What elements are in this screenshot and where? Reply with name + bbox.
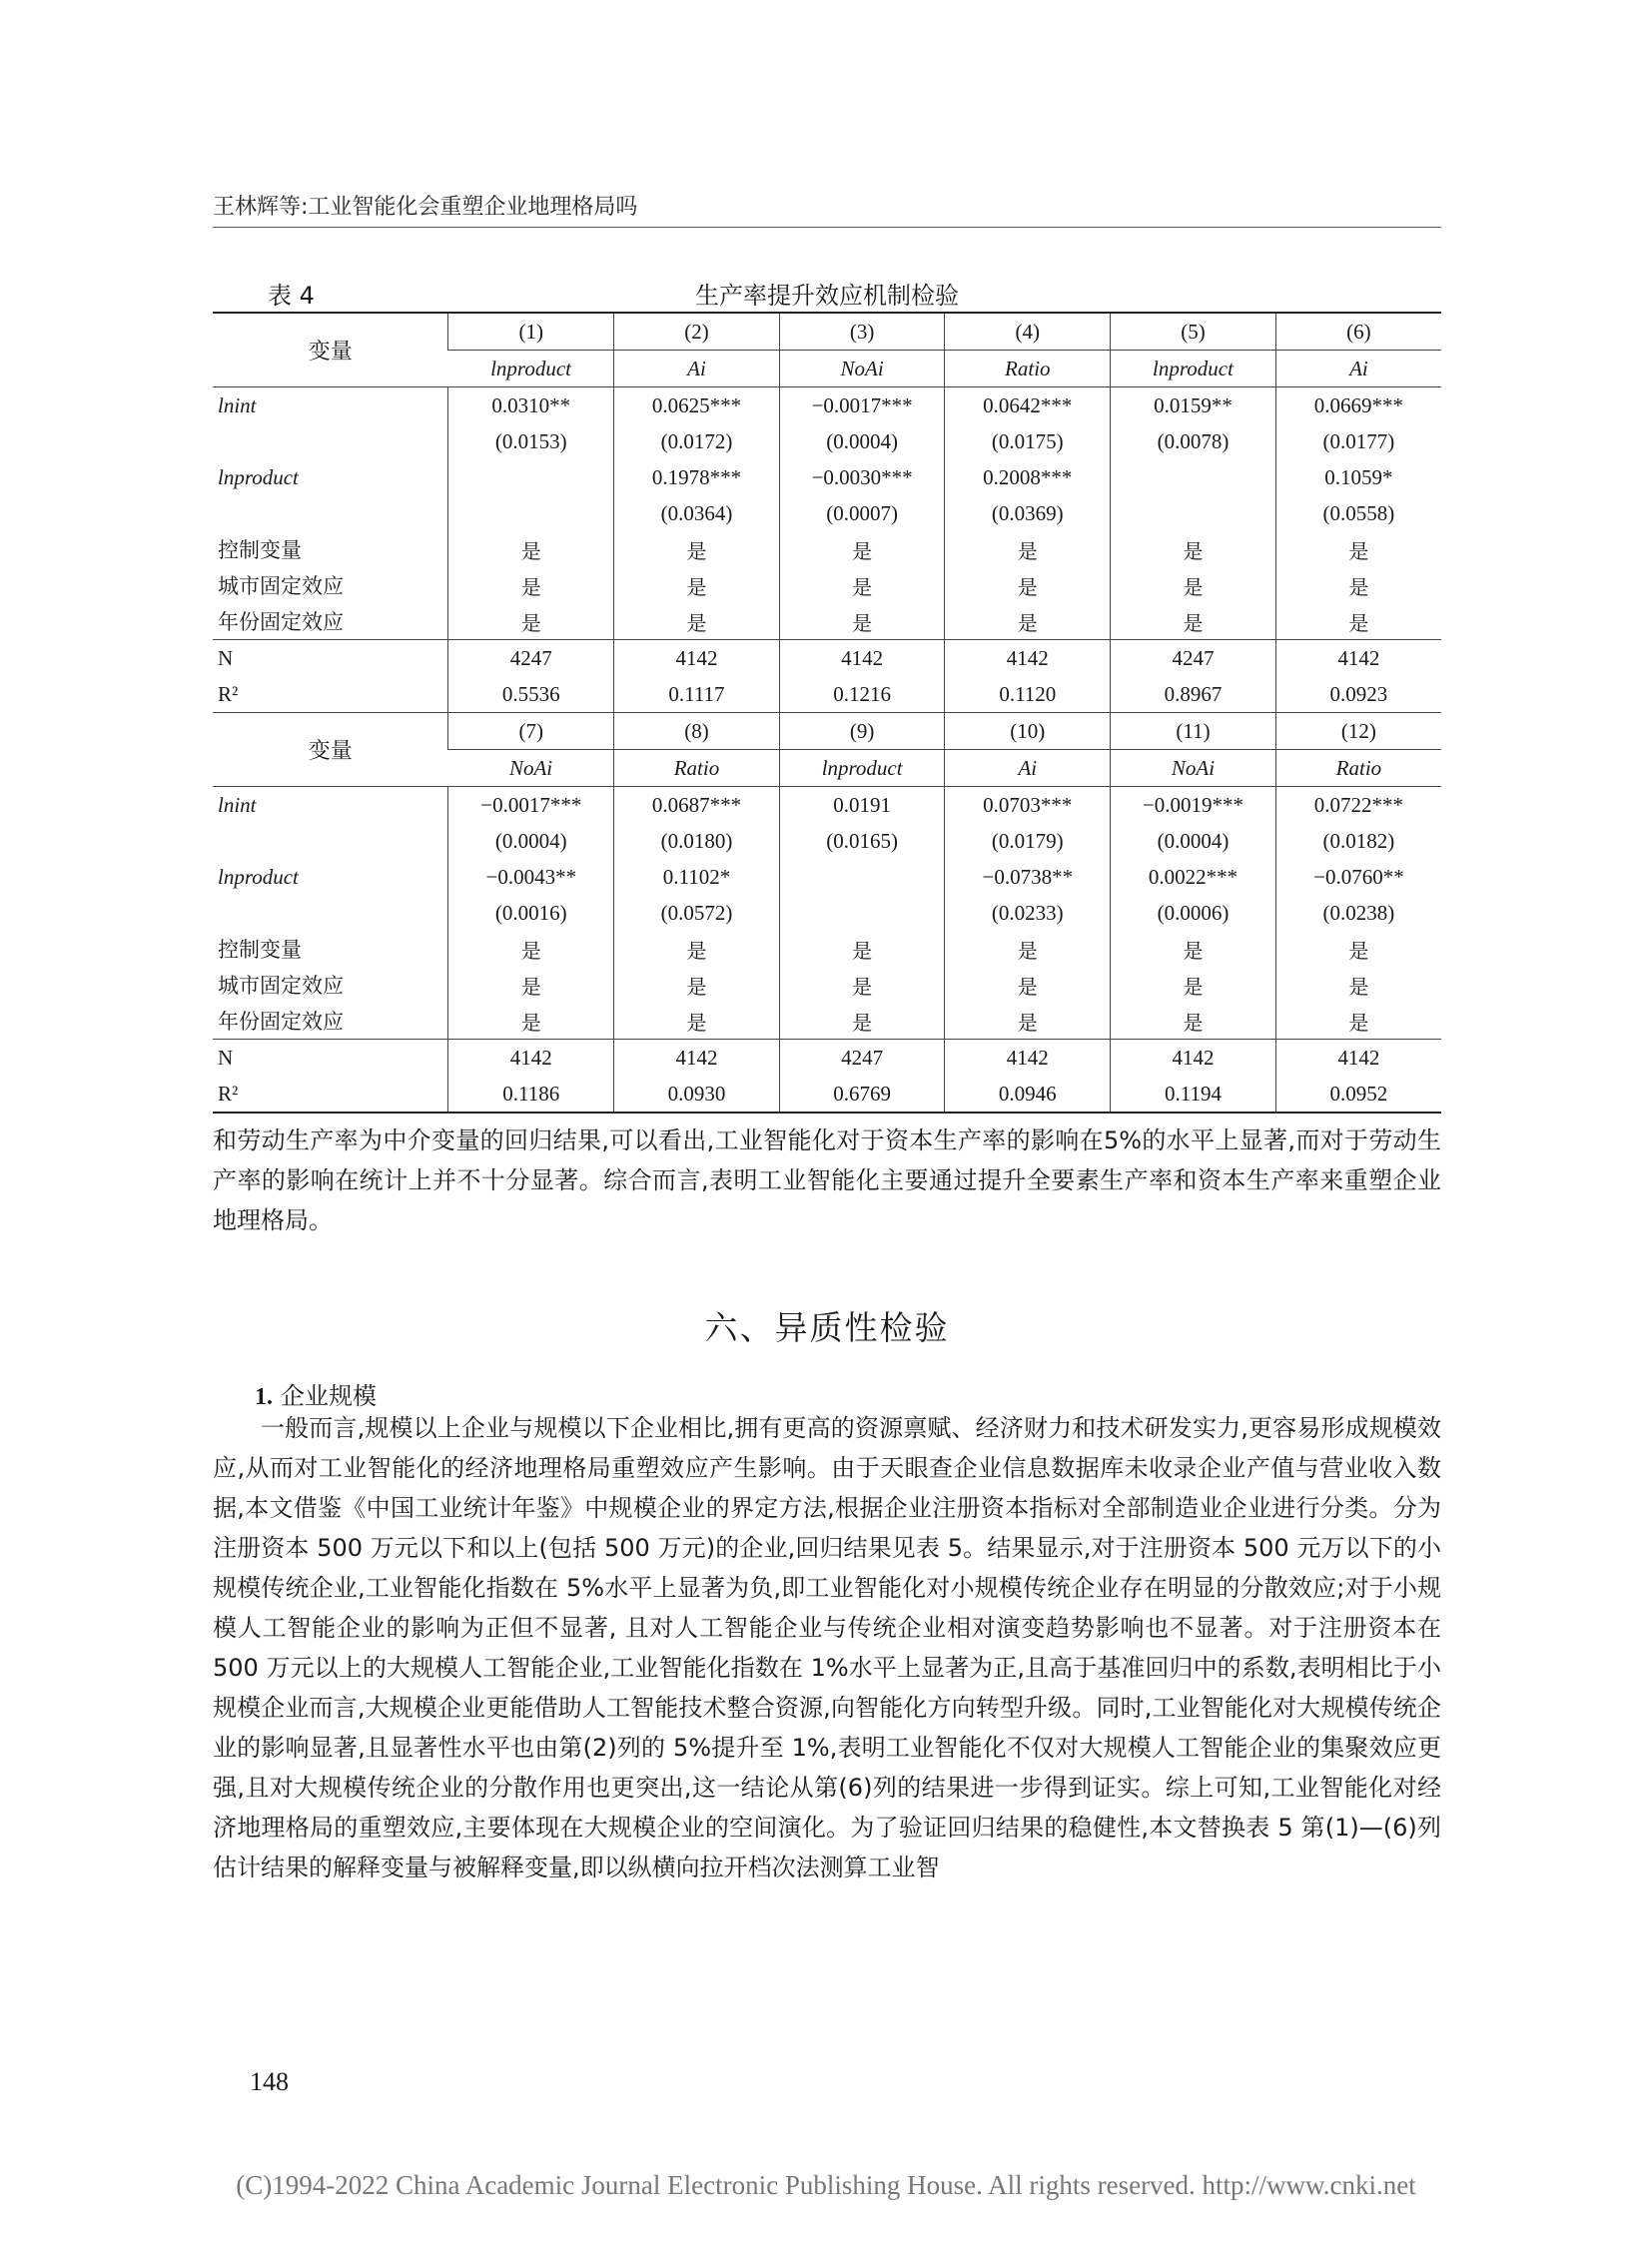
row-label: 年份固定效应 bbox=[218, 610, 344, 634]
column-number: (10) bbox=[945, 713, 1111, 750]
table-cell bbox=[448, 495, 614, 531]
dependent-variable: Ai bbox=[614, 351, 780, 387]
table-panel-1 bbox=[213, 313, 1441, 713]
row-label: 年份固定效应 bbox=[218, 1010, 344, 1034]
table-cell: 是 bbox=[1275, 967, 1441, 1003]
row-label: 城市固定效应 bbox=[218, 574, 344, 598]
table-cell: 是 bbox=[1275, 931, 1441, 967]
column-number: (4) bbox=[945, 313, 1111, 351]
table-cell: 0.1059* bbox=[1275, 459, 1441, 495]
table-cell: 0.0722*** bbox=[1275, 787, 1441, 824]
table-cell: 是 bbox=[779, 967, 945, 1003]
row-label: N bbox=[213, 640, 448, 677]
table-cell: 是 bbox=[945, 967, 1111, 1003]
dependent-variable: Ratio bbox=[1275, 750, 1441, 787]
page-number: 148 bbox=[250, 2067, 289, 2096]
table-cell: 是 bbox=[779, 1003, 945, 1040]
table-cell: (0.0165) bbox=[779, 823, 945, 859]
table-cell: 是 bbox=[448, 531, 614, 567]
section-title: 六、异质性检验 bbox=[704, 1308, 950, 1347]
column-number: (11) bbox=[1111, 713, 1276, 750]
table-cell: (0.0153) bbox=[448, 423, 614, 459]
table-cell: 0.1102* bbox=[614, 859, 780, 895]
table-cell: 0.0669*** bbox=[1275, 387, 1441, 424]
table-cell: 0.0923 bbox=[1275, 676, 1441, 713]
table-cell: 是 bbox=[614, 1003, 780, 1040]
row-label bbox=[213, 495, 448, 531]
table-cell: 是 bbox=[1275, 1003, 1441, 1040]
table-cell: 4247 bbox=[448, 640, 614, 677]
table-cell: 0.6769 bbox=[779, 1076, 945, 1113]
table-cell: 4142 bbox=[614, 1040, 780, 1077]
table-cell: 4247 bbox=[1111, 640, 1276, 677]
table-cell: 4142 bbox=[945, 1040, 1111, 1077]
table-cell: 0.5536 bbox=[448, 676, 614, 713]
dependent-variable: lnproduct bbox=[1111, 351, 1276, 387]
column-number: (7) bbox=[448, 713, 614, 750]
table-cell: 是 bbox=[614, 603, 780, 640]
dependent-variable: Ratio bbox=[614, 750, 780, 787]
table-cell: 0.0687*** bbox=[614, 787, 780, 824]
table-cell: 4142 bbox=[945, 640, 1111, 677]
table-cell: (0.0004) bbox=[1111, 823, 1276, 859]
column-number: (1) bbox=[448, 313, 614, 351]
table-cell: 0.0625*** bbox=[614, 387, 780, 424]
row-label: 城市固定效应 bbox=[218, 974, 344, 998]
table-cell: (0.0078) bbox=[1111, 423, 1276, 459]
column-number: (2) bbox=[614, 313, 780, 351]
row-label bbox=[213, 823, 448, 859]
table-cell: 是 bbox=[1111, 603, 1276, 640]
table-cell: 4142 bbox=[1275, 1040, 1441, 1077]
table-cell: 是 bbox=[945, 1003, 1111, 1040]
table-cell: 0.0191 bbox=[779, 787, 945, 824]
table-cell: 是 bbox=[1275, 567, 1441, 603]
table-cell: 是 bbox=[614, 531, 780, 567]
table-cell: 是 bbox=[448, 931, 614, 967]
table-cell: 4142 bbox=[1111, 1040, 1276, 1077]
table-cell: 是 bbox=[614, 967, 780, 1003]
table-cell: 0.1216 bbox=[779, 676, 945, 713]
table-cell: 是 bbox=[945, 931, 1111, 967]
table-cell: 是 bbox=[945, 603, 1111, 640]
table-cell: 是 bbox=[614, 931, 780, 967]
table-cell: 是 bbox=[448, 603, 614, 640]
table-cell: (0.0572) bbox=[614, 895, 780, 931]
table-cell bbox=[448, 459, 614, 495]
row-label bbox=[213, 895, 448, 931]
table-cell: 是 bbox=[945, 567, 1111, 603]
table-cell: (0.0233) bbox=[945, 895, 1111, 931]
table-cell bbox=[779, 895, 945, 931]
table-cell: (0.0179) bbox=[945, 823, 1111, 859]
table-cell: −0.0017*** bbox=[448, 787, 614, 824]
table-cell: −0.0019*** bbox=[1111, 787, 1276, 824]
table-cell: 是 bbox=[779, 531, 945, 567]
variable-header: 变量 bbox=[213, 313, 448, 387]
table-cell: 是 bbox=[1275, 603, 1441, 640]
row-label: 控制变量 bbox=[218, 938, 302, 962]
paragraph-firm-size: 一般而言,规模以上企业与规模以下企业相比,拥有更高的资源禀赋、经济财力和技术研发实力,更容易形成规模效应,从而对工业智能化的经济地理格局重塑效应产生影响。由于天眼查企业信息数据库未收录企业产值与营业收入数据,本文借鉴《中国工业统计年鉴》中规模企业的界定方法,根据企业注册资本指标对全部制造业企业进行分类。分为注册资本 500 万元以下和以上(包括 500 万元)的企业,回归结果见表 5。结果显示,对于注册资本 500 元万以下的小规模传统企业,工业智能化指数在 5%水平上显著为负,即工业智能化对小规模传统企业存在明显的分散效应;对于小规模人工智能企业的影响为正但不显著, 且对人工智能企业与传统企业相对演变趋势影响也不显著。对于注册资本在 500 万元以上的大规模人工智能企业,工业智能化指数在 1%水平上显著为正,且高于基准回归中的系数,表明相比于小规模企业而言,大规模企业更能借助人工智能技术整合资源,向智能化方向转型升级。同时,工业智能化对大规模传统企业的影响显著,且显著性水平也由第(2)列的 5%提升至 1%,表明工业智能化不仅对大规模人工智能企业的集聚效应更强,且对大规模传统企业的分散作用也更突出,这一结论从第(6)列的结果进一步得到证实。综上可知,工业智能化对经济地理格局的重塑效应,主要体现在大规模企业的空间演化。为了验证回归结果的稳健性,本文替换表 5 第(1)—(6)列估计结果的解释变量与被解释变量,即以纵横向拉开档次法测算工业智 bbox=[213, 1414, 1442, 1881]
copyright-footer: (C)1994-2022 China Academic Journal Electronic Publishing House. All rights reserved. http://www.cnki.net bbox=[236, 2170, 1416, 2200]
row-label: lnint bbox=[213, 387, 448, 424]
table-cell: 是 bbox=[779, 931, 945, 967]
subsection-title: 企业规模 bbox=[281, 1382, 377, 1410]
table-cell: −0.0043** bbox=[448, 859, 614, 895]
table-number: 表 4 bbox=[268, 282, 315, 310]
table-cell: 0.1194 bbox=[1111, 1076, 1276, 1113]
dependent-variable: lnproduct bbox=[490, 356, 571, 380]
regression-table bbox=[213, 312, 1441, 1114]
table-cell: 是 bbox=[1111, 931, 1276, 967]
row-label: lnint bbox=[213, 787, 448, 824]
table-cell: 是 bbox=[779, 567, 945, 603]
table-cell: (0.0007) bbox=[779, 495, 945, 531]
table-cell bbox=[1111, 459, 1276, 495]
table-cell: (0.0006) bbox=[1111, 895, 1276, 931]
table-cell: 0.1978*** bbox=[614, 459, 780, 495]
table-cell: 是 bbox=[1111, 531, 1276, 567]
running-header: 王林辉等:工业智能化会重塑企业地理格局吗 bbox=[213, 195, 638, 220]
row-label: 控制变量 bbox=[218, 538, 302, 562]
table-title: 生产率提升效应机制检验 bbox=[695, 282, 959, 310]
row-label: N bbox=[213, 1040, 448, 1077]
table-cell: 4142 bbox=[1275, 640, 1441, 677]
table-cell: (0.0016) bbox=[448, 895, 614, 931]
table-cell: (0.0177) bbox=[1275, 423, 1441, 459]
table-cell: (0.0172) bbox=[614, 423, 780, 459]
table-cell: 0.0642*** bbox=[945, 387, 1111, 424]
column-number: (8) bbox=[614, 713, 780, 750]
table-cell: (0.0364) bbox=[614, 495, 780, 531]
table-cell: 4142 bbox=[779, 640, 945, 677]
table-cell: 0.0310** bbox=[448, 387, 614, 424]
table-cell: 4247 bbox=[779, 1040, 945, 1077]
table-cell: −0.0738** bbox=[945, 859, 1111, 895]
table-cell: 0.1186 bbox=[448, 1076, 614, 1113]
table-cell: 0.0022*** bbox=[1111, 859, 1276, 895]
row-label: lnproduct bbox=[218, 864, 299, 889]
table-cell bbox=[779, 859, 945, 895]
table-cell: 是 bbox=[1275, 531, 1441, 567]
table-cell: 0.0703*** bbox=[945, 787, 1111, 824]
table-cell: 4142 bbox=[614, 640, 780, 677]
header-rule bbox=[213, 227, 1441, 228]
column-number: (3) bbox=[779, 313, 945, 351]
table-cell: 是 bbox=[1111, 1003, 1276, 1040]
table-cell: 是 bbox=[779, 603, 945, 640]
table-cell: (0.0238) bbox=[1275, 895, 1441, 931]
table-cell: 是 bbox=[1111, 567, 1276, 603]
table-cell: (0.0180) bbox=[614, 823, 780, 859]
row-label: R² bbox=[218, 681, 239, 706]
table-cell: 0.0946 bbox=[945, 1076, 1111, 1113]
table-cell: 是 bbox=[448, 567, 614, 603]
table-cell: 0.0930 bbox=[614, 1076, 780, 1113]
paragraph-mediation-conclusion: 和劳动生产率为中介变量的回归结果,可以看出,工业智能化对于资本生产率的影响在5%的水平上显著,而对于劳动生产率的影响在统计上并不十分显著。综合而言,表明工业智能化主要通过提升全要素生产率和资本生产率来重塑企业地理格局。 bbox=[213, 1126, 1442, 1234]
table-cell: 是 bbox=[448, 967, 614, 1003]
table-caption bbox=[213, 276, 1441, 310]
row-label: lnproduct bbox=[218, 464, 299, 489]
table-cell: 是 bbox=[614, 567, 780, 603]
table-cell: (0.0558) bbox=[1275, 495, 1441, 531]
table-cell: 0.0159** bbox=[1111, 387, 1276, 424]
table-cell: 是 bbox=[448, 1003, 614, 1040]
table-cell: 0.1117 bbox=[614, 676, 780, 713]
column-number: (9) bbox=[779, 713, 945, 750]
dependent-variable: Ratio bbox=[945, 351, 1111, 387]
table-cell: −0.0017*** bbox=[779, 387, 945, 424]
subsection-number: 1. bbox=[255, 1384, 273, 1410]
row-label: R² bbox=[213, 1076, 448, 1113]
table-cell: 是 bbox=[945, 531, 1111, 567]
table-cell: (0.0182) bbox=[1275, 823, 1441, 859]
dependent-variable: NoAi bbox=[779, 351, 945, 387]
dependent-variable: NoAi bbox=[1111, 750, 1276, 787]
table-cell: 是 bbox=[1111, 967, 1276, 1003]
table-cell: 0.1120 bbox=[945, 676, 1111, 713]
table-cell: 0.8967 bbox=[1111, 676, 1276, 713]
table-cell: −0.0760** bbox=[1275, 859, 1441, 895]
table-cell: (0.0004) bbox=[448, 823, 614, 859]
table-cell bbox=[1111, 495, 1276, 531]
table-cell: 0.2008*** bbox=[945, 459, 1111, 495]
dependent-variable: lnproduct bbox=[779, 750, 945, 787]
dependent-variable: Ai bbox=[945, 750, 1111, 787]
subsection-heading bbox=[255, 1376, 377, 1411]
variable-header: 变量 bbox=[213, 713, 448, 787]
dependent-variable: NoAi bbox=[508, 755, 553, 780]
table-panel-2 bbox=[213, 713, 1441, 1114]
dependent-variable: Ai bbox=[1275, 351, 1441, 387]
column-number: (6) bbox=[1275, 313, 1441, 351]
table-cell: 0.0952 bbox=[1275, 1076, 1441, 1113]
table-cell: −0.0030*** bbox=[779, 459, 945, 495]
table-cell: (0.0369) bbox=[945, 495, 1111, 531]
table-cell: (0.0175) bbox=[945, 423, 1111, 459]
table-cell: (0.0004) bbox=[779, 423, 945, 459]
column-number: (12) bbox=[1275, 713, 1441, 750]
table-cell: 4142 bbox=[448, 1040, 614, 1077]
row-label bbox=[213, 423, 448, 459]
column-number: (5) bbox=[1111, 313, 1276, 351]
